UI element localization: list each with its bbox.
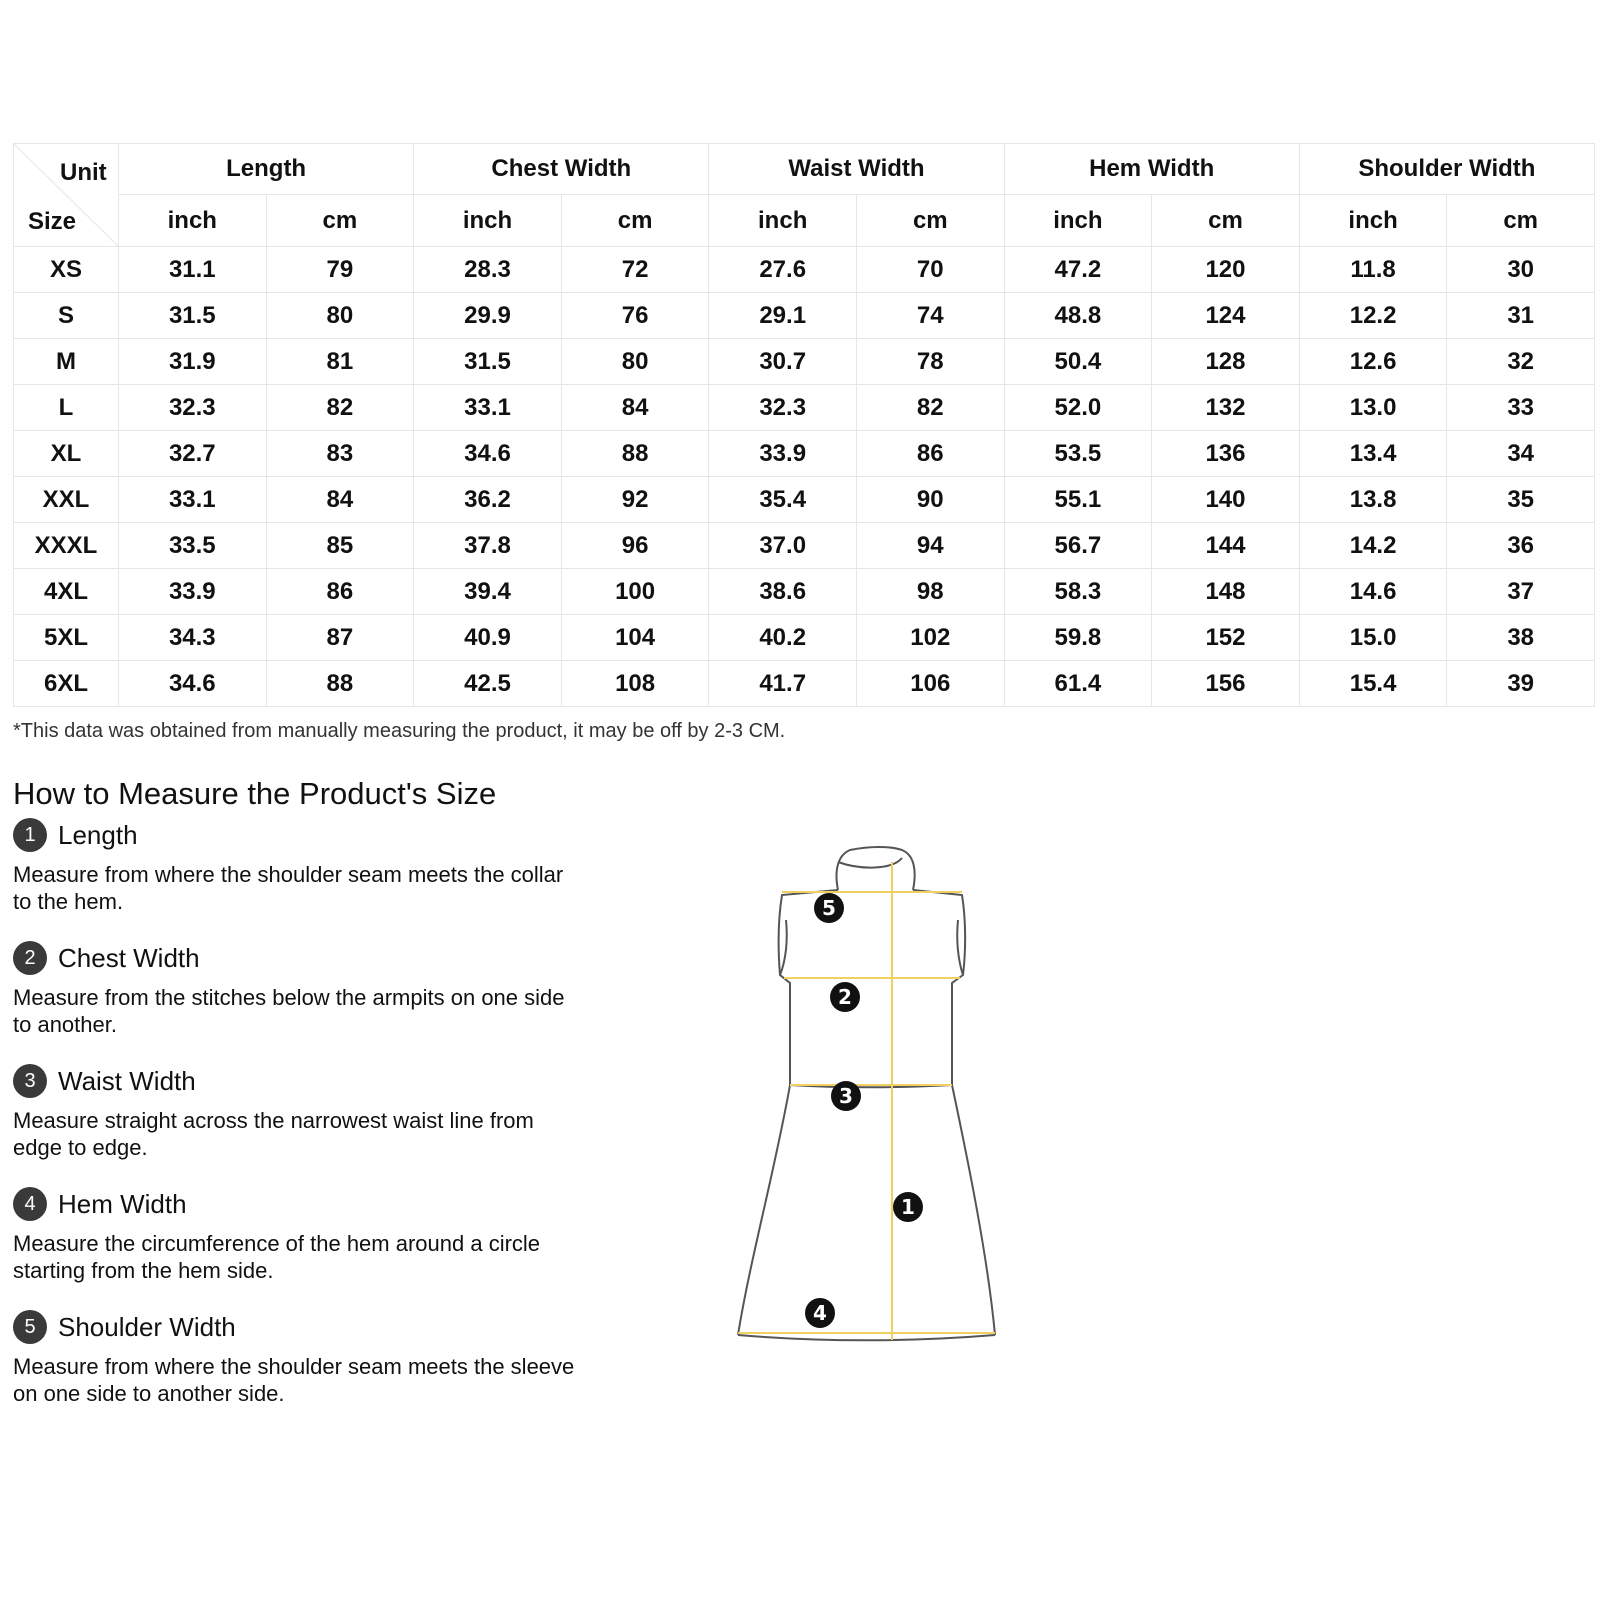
skirt-right-outline [952, 1085, 995, 1335]
value-cell: 42.5 [414, 661, 562, 707]
value-cell: 86 [266, 569, 414, 615]
value-cell: 33.5 [119, 523, 267, 569]
value-cell: 88 [561, 431, 709, 477]
value-cell: 84 [266, 477, 414, 523]
marker-3 [831, 1081, 861, 1111]
step-number-badge: 3 [13, 1064, 47, 1098]
value-cell: 92 [561, 477, 709, 523]
step-title: Hem Width [58, 1188, 187, 1219]
corner-unit-label: Unit [60, 159, 107, 186]
value-cell: 13.4 [1299, 431, 1447, 477]
svg-text:4: 4 [813, 1301, 827, 1325]
value-cell: 38.6 [709, 569, 857, 615]
value-cell: 33.9 [119, 569, 267, 615]
table-row [14, 569, 1595, 615]
value-cell: 85 [266, 523, 414, 569]
left-armhole [780, 920, 787, 975]
unit-header-row [14, 195, 1595, 247]
size-rows [14, 247, 1595, 707]
size-cell: XS [14, 247, 119, 293]
step-description: Measure from where the shoulder seam meets the sleeve on one side to another side. [13, 1354, 575, 1406]
value-cell: 48.8 [1004, 293, 1152, 339]
table-row [14, 339, 1595, 385]
step-description: Measure the circumference of the hem around a circle starting from the hem side. [13, 1231, 541, 1283]
corner-size-label: Size [28, 208, 77, 235]
value-cell: 83 [266, 431, 414, 477]
value-cell: 108 [561, 661, 709, 707]
collar-outline [837, 847, 915, 890]
value-cell: 140 [1152, 477, 1300, 523]
value-cell: 32 [1447, 339, 1595, 385]
table-row [14, 523, 1595, 569]
value-cell: 31.5 [119, 293, 267, 339]
unit-cm: cm [1447, 195, 1595, 247]
value-cell: 40.9 [414, 615, 562, 661]
value-cell: 144 [1152, 523, 1300, 569]
unit-cm: cm [1152, 195, 1300, 247]
header-hem-width: Hem Width [1004, 144, 1299, 195]
header-shoulder-width: Shoulder Width [1299, 144, 1594, 195]
unit-inch: inch [709, 195, 857, 247]
value-cell: 37.0 [709, 523, 857, 569]
value-cell: 27.6 [709, 247, 857, 293]
value-cell: 56.7 [1004, 523, 1152, 569]
value-cell: 72 [561, 247, 709, 293]
value-cell: 104 [561, 615, 709, 661]
value-cell: 80 [266, 293, 414, 339]
value-cell: 39 [1447, 661, 1595, 707]
value-cell: 34 [1447, 431, 1595, 477]
value-cell: 102 [856, 615, 1004, 661]
value-cell: 88 [266, 661, 414, 707]
step-description: Measure from where the shoulder seam meets the collar to the hem. [13, 862, 564, 914]
value-cell: 81 [266, 339, 414, 385]
right-armhole [957, 920, 963, 975]
value-cell: 28.3 [414, 247, 562, 293]
value-cell: 136 [1152, 431, 1300, 477]
value-cell: 31.5 [414, 339, 562, 385]
group-header-row [14, 144, 1595, 195]
value-cell: 82 [856, 385, 1004, 431]
step-length [13, 817, 583, 915]
step-hem-width [13, 1186, 583, 1284]
step-description: Measure from the stitches below the armpits on one side to another. [13, 985, 565, 1037]
value-cell: 84 [561, 385, 709, 431]
svg-text:1: 1 [901, 1195, 915, 1219]
dress-measurement-diagram [720, 840, 1020, 1360]
size-cell: L [14, 385, 119, 431]
unit-cm: cm [856, 195, 1004, 247]
unit-cm: cm [561, 195, 709, 247]
header-waist-width: Waist Width [709, 144, 1004, 195]
step-number-badge: 1 [13, 818, 47, 852]
value-cell: 33 [1447, 385, 1595, 431]
value-cell: 78 [856, 339, 1004, 385]
size-cell: 6XL [14, 661, 119, 707]
value-cell: 40.2 [709, 615, 857, 661]
marker-4 [805, 1298, 835, 1328]
table-row [14, 615, 1595, 661]
value-cell: 12.2 [1299, 293, 1447, 339]
dress-outline [738, 847, 995, 1340]
size-cell: S [14, 293, 119, 339]
value-cell: 90 [856, 477, 1004, 523]
value-cell: 148 [1152, 569, 1300, 615]
value-cell: 35.4 [709, 477, 857, 523]
value-cell: 36.2 [414, 477, 562, 523]
value-cell: 39.4 [414, 569, 562, 615]
svg-text:5: 5 [822, 896, 836, 920]
value-cell: 13.0 [1299, 385, 1447, 431]
table-row [14, 293, 1595, 339]
value-cell: 52.0 [1004, 385, 1152, 431]
value-cell: 31.9 [119, 339, 267, 385]
value-cell: 76 [561, 293, 709, 339]
value-cell: 94 [856, 523, 1004, 569]
value-cell: 32.3 [709, 385, 857, 431]
value-cell: 41.7 [709, 661, 857, 707]
value-cell: 124 [1152, 293, 1300, 339]
value-cell: 152 [1152, 615, 1300, 661]
value-cell: 82 [266, 385, 414, 431]
size-cell: XL [14, 431, 119, 477]
value-cell: 34.6 [414, 431, 562, 477]
value-cell: 128 [1152, 339, 1300, 385]
size-cell: M [14, 339, 119, 385]
size-chart-table [13, 143, 1595, 707]
value-cell: 74 [856, 293, 1004, 339]
value-cell: 59.8 [1004, 615, 1152, 661]
table-row [14, 247, 1595, 293]
step-shoulder-width [13, 1309, 583, 1407]
unit-cm: cm [266, 195, 414, 247]
value-cell: 15.4 [1299, 661, 1447, 707]
step-description: Measure straight across the narrowest waist line from edge to edge. [13, 1108, 534, 1160]
table-row [14, 477, 1595, 523]
value-cell: 30.7 [709, 339, 857, 385]
value-cell: 156 [1152, 661, 1300, 707]
table-row [14, 431, 1595, 477]
value-cell: 32.3 [119, 385, 267, 431]
step-title: Shoulder Width [58, 1311, 236, 1342]
svg-text:3: 3 [839, 1084, 853, 1108]
value-cell: 14.6 [1299, 569, 1447, 615]
value-cell: 30 [1447, 247, 1595, 293]
value-cell: 15.0 [1299, 615, 1447, 661]
marker-2 [830, 982, 860, 1012]
bodice-right-outline [913, 890, 965, 1085]
value-cell: 100 [561, 569, 709, 615]
value-cell: 79 [266, 247, 414, 293]
value-cell: 96 [561, 523, 709, 569]
size-cell: 5XL [14, 615, 119, 661]
value-cell: 86 [856, 431, 1004, 477]
value-cell: 53.5 [1004, 431, 1152, 477]
value-cell: 31.1 [119, 247, 267, 293]
value-cell: 36 [1447, 523, 1595, 569]
howto-title: How to Measure the Product's Size [13, 776, 497, 811]
header-chest-width: Chest Width [414, 144, 709, 195]
value-cell: 34.6 [119, 661, 267, 707]
size-cell: XXL [14, 477, 119, 523]
value-cell: 38 [1447, 615, 1595, 661]
value-cell: 12.6 [1299, 339, 1447, 385]
header-length: Length [119, 144, 414, 195]
value-cell: 33.1 [414, 385, 562, 431]
step-number-badge: 2 [13, 941, 47, 975]
step-number-badge: 5 [13, 1310, 47, 1344]
size-cell: XXXL [14, 523, 119, 569]
value-cell: 132 [1152, 385, 1300, 431]
svg-text:2: 2 [838, 985, 852, 1009]
value-cell: 47.2 [1004, 247, 1152, 293]
hem-outline [738, 1335, 995, 1340]
unit-inch: inch [414, 195, 562, 247]
step-number-badge: 4 [13, 1187, 47, 1221]
unit-inch: inch [1299, 195, 1447, 247]
value-cell: 29.9 [414, 293, 562, 339]
value-cell: 61.4 [1004, 661, 1152, 707]
value-cell: 31 [1447, 293, 1595, 339]
value-cell: 33.1 [119, 477, 267, 523]
value-cell: 37.8 [414, 523, 562, 569]
step-waist-width [13, 1063, 583, 1161]
value-cell: 120 [1152, 247, 1300, 293]
value-cell: 33.9 [709, 431, 857, 477]
unit-inch: inch [119, 195, 267, 247]
marker-1 [893, 1192, 923, 1222]
value-cell: 58.3 [1004, 569, 1152, 615]
unit-inch: inch [1004, 195, 1152, 247]
step-title: Waist Width [58, 1065, 196, 1096]
corner-cell [14, 144, 119, 247]
value-cell: 34.3 [119, 615, 267, 661]
step-title: Length [58, 819, 138, 850]
value-cell: 55.1 [1004, 477, 1152, 523]
value-cell: 50.4 [1004, 339, 1152, 385]
value-cell: 29.1 [709, 293, 857, 339]
step-title: Chest Width [58, 942, 200, 973]
value-cell: 80 [561, 339, 709, 385]
value-cell: 87 [266, 615, 414, 661]
marker-5 [814, 893, 844, 923]
table-row [14, 385, 1595, 431]
value-cell: 35 [1447, 477, 1595, 523]
value-cell: 98 [856, 569, 1004, 615]
skirt-left-outline [738, 1085, 790, 1335]
value-cell: 32.7 [119, 431, 267, 477]
value-cell: 70 [856, 247, 1004, 293]
value-cell: 14.2 [1299, 523, 1447, 569]
measurement-footnote: *This data was obtained from manually measuring the product, it may be off by 2-3 CM. [13, 720, 786, 742]
step-chest-width [13, 940, 583, 1038]
value-cell: 106 [856, 661, 1004, 707]
value-cell: 13.8 [1299, 477, 1447, 523]
value-cell: 37 [1447, 569, 1595, 615]
size-cell: 4XL [14, 569, 119, 615]
table-row [14, 661, 1595, 707]
value-cell: 11.8 [1299, 247, 1447, 293]
